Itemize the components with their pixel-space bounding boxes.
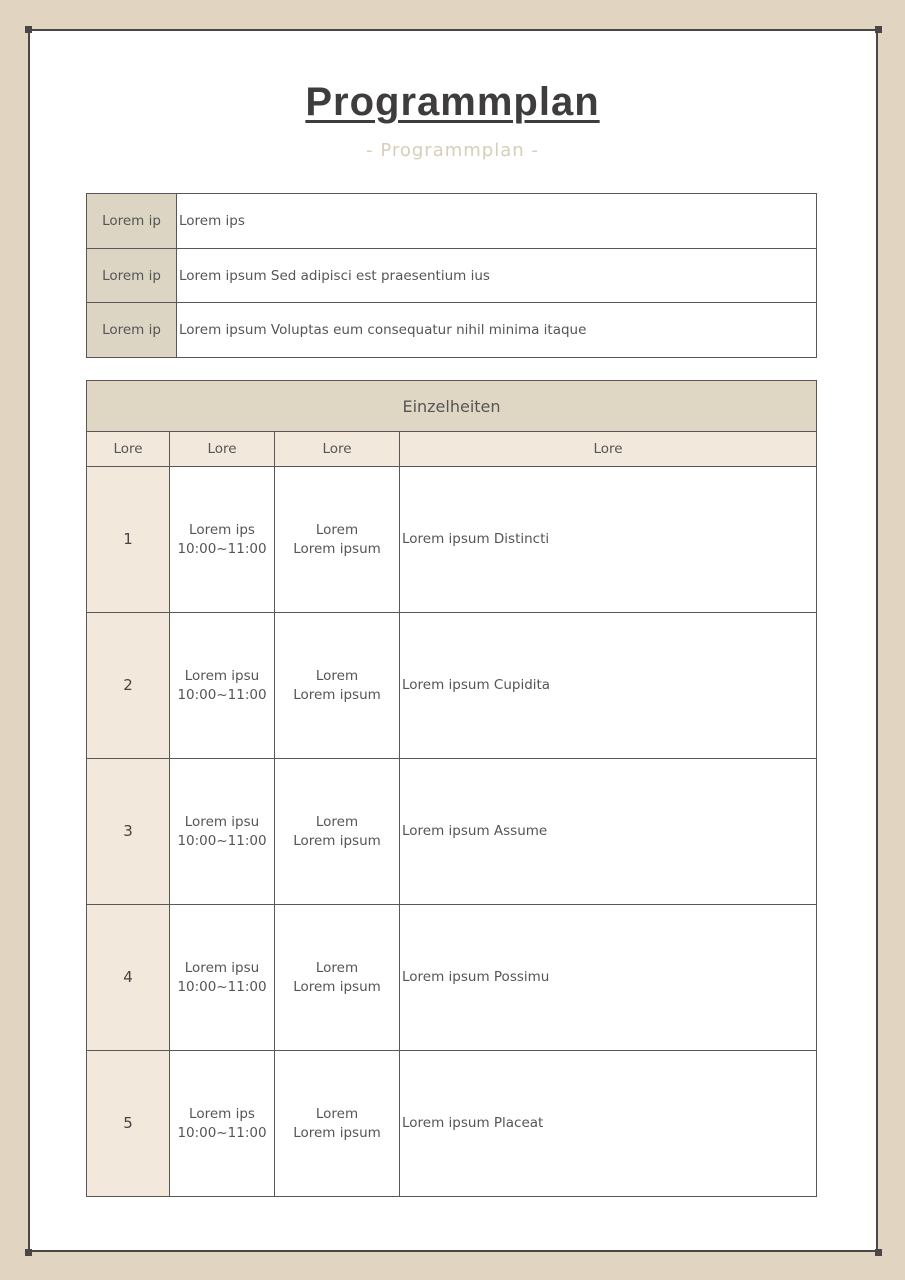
corner-mark (25, 26, 32, 33)
description-cell: Lorem ipsum Assume (400, 759, 817, 905)
cell-line: Lorem (315, 1105, 359, 1122)
page-subtitle: - Programmplan - (366, 140, 539, 161)
cell-line: Lorem ipsum (293, 1124, 381, 1141)
info-value: Lorem ipsum Voluptas eum consequatur nihil minima itaque (177, 303, 817, 358)
session-time: 10:00~11:00 (177, 978, 267, 995)
row-number: 3 (87, 759, 170, 905)
session-time: 10:00~11:00 (177, 540, 267, 557)
speaker-cell (275, 467, 400, 613)
details-heading: Einzelheiten (87, 381, 817, 432)
table-row (87, 905, 817, 1051)
description-cell: Lorem ipsum Placeat (400, 1051, 817, 1197)
speaker-cell (275, 613, 400, 759)
corner-mark (875, 26, 882, 33)
row-number: 2 (87, 613, 170, 759)
description-cell: Lorem ipsum Possimu (400, 905, 817, 1051)
cell-line: Lorem ipsum (293, 686, 381, 703)
row-number: 1 (87, 467, 170, 613)
session-cell (170, 905, 275, 1051)
cell-line: Lorem (315, 813, 359, 830)
info-table (86, 193, 817, 358)
cell-line: Lorem ipsum (293, 832, 381, 849)
info-value: Lorem ips (177, 194, 817, 249)
corner-mark (875, 1249, 882, 1256)
session-cell (170, 467, 275, 613)
session-name: Lorem ips (189, 521, 255, 538)
cell-line: Lorem (315, 521, 359, 538)
table-row (87, 613, 817, 759)
title-text: Programmplan (305, 80, 600, 124)
speaker-cell (275, 905, 400, 1051)
info-label: Lorem ip (87, 194, 177, 249)
session-cell (170, 613, 275, 759)
session-name: Lorem ips (189, 1105, 255, 1122)
info-row (87, 194, 817, 249)
session-name: Lorem ipsu (184, 813, 260, 830)
table-row (87, 467, 817, 613)
column-header: Lore (87, 432, 170, 467)
session-time: 10:00~11:00 (177, 1124, 267, 1141)
info-label: Lorem ip (87, 248, 177, 303)
cell-line: Lorem (315, 667, 359, 684)
info-label: Lorem ip (87, 303, 177, 358)
info-row (87, 303, 817, 358)
session-time: 10:00~11:00 (177, 832, 267, 849)
session-name: Lorem ipsu (184, 959, 260, 976)
speaker-cell (275, 1051, 400, 1197)
info-value: Lorem ipsum Sed adipisci est praesentium ius (177, 248, 817, 303)
description-cell: Lorem ipsum Distincti (400, 467, 817, 613)
cell-line: Lorem ipsum (293, 540, 381, 557)
column-header: Lore (275, 432, 400, 467)
row-number: 4 (87, 905, 170, 1051)
table-row (87, 759, 817, 905)
session-cell (170, 1051, 275, 1197)
corner-mark (25, 1249, 32, 1256)
info-row (87, 248, 817, 303)
session-cell (170, 759, 275, 905)
row-number: 5 (87, 1051, 170, 1197)
session-time: 10:00~11:00 (177, 686, 267, 703)
session-name: Lorem ipsu (184, 667, 260, 684)
cell-line: Lorem ipsum (293, 978, 381, 995)
description-cell: Lorem ipsum Cupidita (400, 613, 817, 759)
page-title (0, 80, 905, 125)
cell-line: Lorem (315, 959, 359, 976)
table-row (87, 1051, 817, 1197)
speaker-cell (275, 759, 400, 905)
column-header: Lore (170, 432, 275, 467)
details-table (86, 380, 817, 1197)
column-header: Lore (400, 432, 817, 467)
